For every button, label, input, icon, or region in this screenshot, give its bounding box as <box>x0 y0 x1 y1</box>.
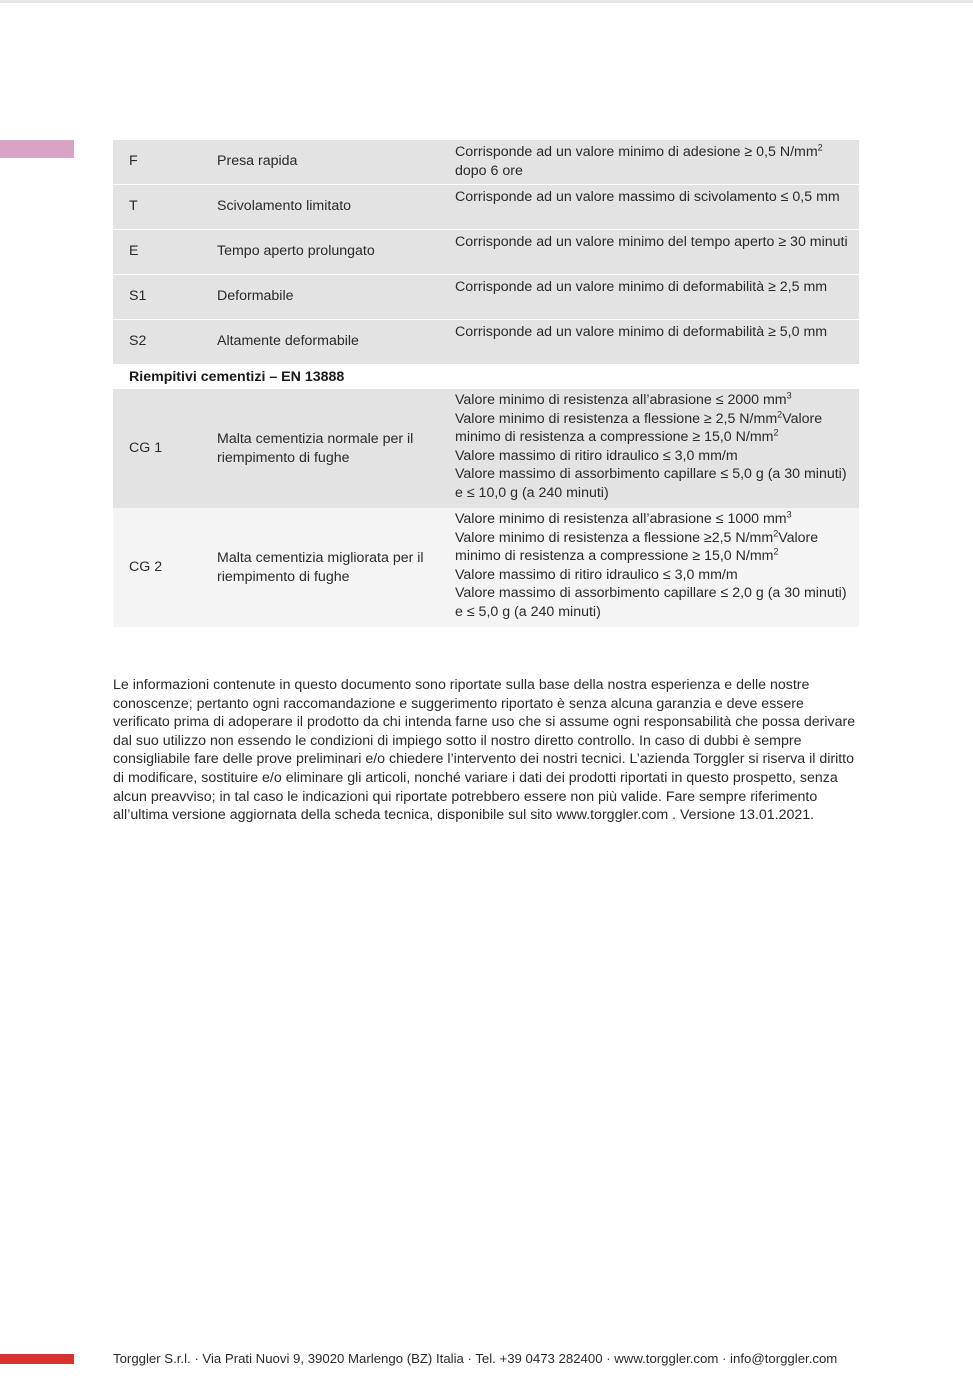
section-header <box>113 365 859 389</box>
row-code: F <box>129 153 138 169</box>
row-code: S1 <box>129 288 147 304</box>
row-code: T <box>129 198 138 214</box>
table-row <box>113 320 859 364</box>
table-row <box>113 275 859 319</box>
disclaimer-text: Le informazioni contenute in questo documento sono riportate sulla base della nostra esperienza e delle nostre conoscenze; pertanto ogni raccomandazione e suggerimento riportato è senza alcuna garanzia e deve essere verificato prima di adoperare il prodotto da chi intenda farne uso che si assume ogni responsabilità che possa derivare dal suo utilizzo non essendo le condizioni di impiego sotto il nostro diretto controllo. In caso di dubbi è sempre consigliabile fare delle prove preliminari e/o chiedere l’intervento dei nostri tecnici. L’azienda Torggler si riserva il diritto di modificare, sostituire e/o eliminare gli articoli, nonché variare i dati dei prodotti riportati in questo prospetto, senza alcun preavviso; in tal caso le indicazioni qui riportate potrebbero essere non più valide. Fare sempre riferimento all’ultima versione aggiornata della scheda tecnica, disponibile sul sito www.torggler.com . Versione 13.01.2021. <box>113 677 856 824</box>
top-border <box>0 0 973 3</box>
specs-table <box>113 140 859 627</box>
row-code: E <box>129 243 139 259</box>
row-code: CG 2 <box>129 559 163 575</box>
row-name: Deformabile <box>217 288 294 304</box>
row-desc: Corrisponde ad un valore minimo di deformabilità ≥ 5,0 mm <box>455 324 828 340</box>
row-name: Malta cementizia migliorata per il riempimento di fughe <box>217 550 424 585</box>
row-name: Altamente deformabile <box>217 333 359 349</box>
footer-contact: Torggler S.r.l. · Via Prati Nuovi 9, 39020 Marlengo (BZ) Italia · Tel. +39 0473 282400 · www.torggler.com · info@torggler.com <box>113 1351 838 1366</box>
table-row <box>113 230 859 274</box>
row-name: Scivolamento limitato <box>217 198 352 214</box>
footer-marker-red <box>0 1354 74 1364</box>
row-name: Tempo aperto prolungato <box>217 243 375 259</box>
section-marker-pink <box>0 140 74 158</box>
row-desc: Corrisponde ad un valore minimo del tempo aperto ≥ 30 minuti <box>455 234 848 250</box>
row-desc: Corrisponde ad un valore minimo di deformabilità ≥ 2,5 mm <box>455 279 828 295</box>
row-name: Malta cementizia normale per il riempimento di fughe <box>217 431 414 466</box>
row-code: S2 <box>129 333 147 349</box>
row-name: Presa rapida <box>217 153 298 169</box>
row-desc: Corrisponde ad un valore massimo di scivolamento ≤ 0,5 mm <box>455 189 840 205</box>
row-desc: Corrisponde ad un valore minimo di adesione ≥ 0,5 $N/mm^2$ dopo 6 ore <box>455 142 823 179</box>
row-desc: Valore minimo di resistenza all’abrasione ≤ 2000 $mm^3$ Valore minimo di resistenza a flessione ≥ 2,5 $N/mm^2Valore$ minimo di resistenza a compressione ≥ 15,0 $N/mm^2$ Valore massimo di ritiro idraulico ≤ 3,0 mm/m Valore massimo di assorbimento capillare ≤ 5,0 g (a 30 minuti) e ≤ 10,0 g (a 240 minuti) <box>455 390 847 501</box>
row-desc: Valore minimo di resistenza all’abrasione ≤ 1000 $mm^3$ Valore minimo di resistenza a flessione ≥2,5 $N/mm^2Valore$ minimo di resistenza a compressione ≥ 15,0 $N/mm^2$ Valore massimo di ritiro idraulico ≤ 3,0 mm/m Valore massimo di assorbimento capillare ≤ 2,0 g (a 30 minuti) e ≤ 5,0 g (a 240 minuti) <box>455 509 847 620</box>
table-row <box>113 140 859 184</box>
row-code: CG 1 <box>129 440 163 456</box>
section-title: Riempitivi cementizi – EN 13888 <box>129 369 345 385</box>
table-row <box>113 389 859 508</box>
table-row <box>113 508 859 627</box>
table-row <box>113 185 859 229</box>
